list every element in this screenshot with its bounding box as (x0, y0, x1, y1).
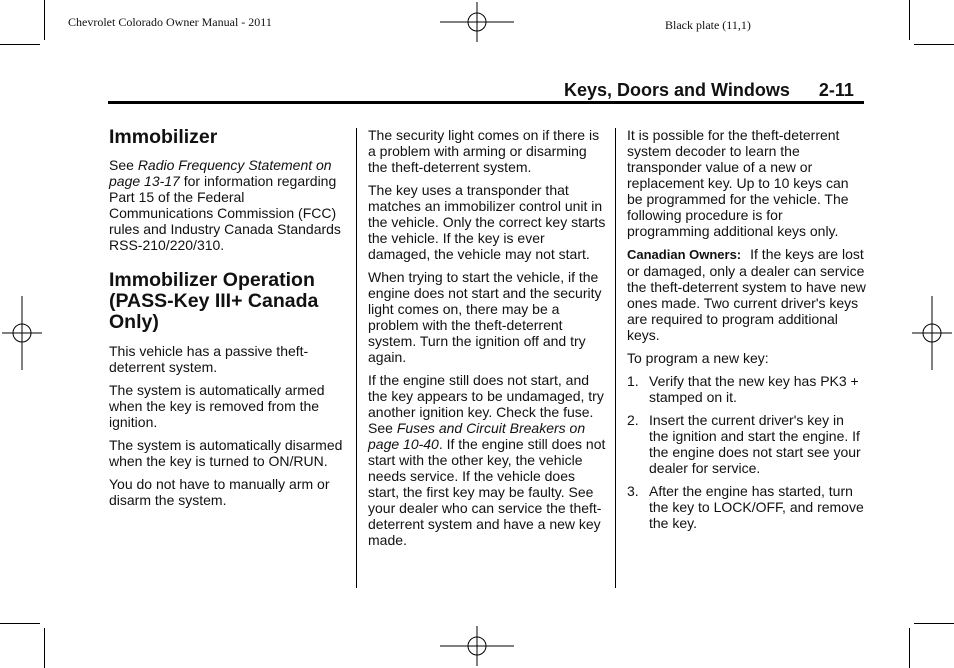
column-1 (109, 127, 349, 515)
step-text: Insert the current driver's key in the ignition and start the engine. If the engine does not start see your dealer for service. (649, 412, 861, 476)
running-head (564, 80, 854, 101)
registration-mark-right (912, 296, 952, 370)
paragraph: The security light comes on if there is a problem with arming or disarming the theft-deterrent system. (368, 127, 600, 175)
paragraph: When trying to start the vehicle, if the engine does not start and the security light comes on, there may be a problem with the theft-deterrent system. Turn the ignition off and try again. (368, 269, 602, 365)
page-number: 2-11 (818, 80, 854, 100)
paragraph: You do not have to manually arm or disarm the system. (109, 476, 330, 508)
paragraph: It is possible for the theft-deterrent system decoder to learn the transponder value of a new or replacement key. Up to 10 keys can be programmed for the vehicle. The following procedure is for programming additional keys only. (627, 127, 849, 239)
list-item (627, 483, 867, 531)
text: If the engine still does not start, and the key appears to be undamaged, try another ignition key. Check the fuse. See (368, 372, 604, 436)
paragraph: This vehicle has a passive theft-deterrent system. (109, 343, 309, 375)
step-text: Verify that the new key has PK3 + stamped on it. (649, 373, 859, 405)
paragraph (368, 372, 608, 548)
crop-mark (914, 44, 954, 45)
procedure-steps (627, 373, 867, 531)
column-3 (627, 127, 867, 538)
step-number: 2. (627, 412, 639, 428)
column-divider (615, 128, 616, 588)
paragraph: To program a new key: (627, 350, 769, 366)
header-manual-title: Chevrolet Colorado Owner Manual - 2011 (68, 15, 272, 29)
paragraph (109, 157, 349, 253)
registration-mark-bottom (440, 626, 514, 666)
crop-mark (0, 44, 40, 45)
registration-mark-top (440, 2, 514, 42)
column-2 (368, 127, 608, 555)
crop-mark (909, 628, 910, 668)
canadian-owners-label: Canadian Owners: (627, 247, 742, 262)
step-number: 3. (627, 483, 639, 499)
crop-mark (0, 623, 40, 624)
cross-reference-link[interactable]: Fuses and Circuit Breakers on page 10-40 (368, 420, 586, 452)
text: for information regarding Part 15 of the Federal Communications Commission (FCC) rules and Industry Canada Standards RSS-210/220/310. (109, 173, 341, 253)
list-item (627, 412, 867, 476)
registration-mark-left (2, 296, 42, 370)
section-title: Keys, Doors and Windows (564, 80, 790, 100)
paragraph (627, 246, 867, 343)
paragraph: The key uses a transponder that matches an immobilizer control unit in the vehicle. Only the correct key starts the vehicle. If the key is ever damaged, the vehicle may not start. (368, 182, 606, 262)
step-number: 1. (627, 373, 639, 389)
list-item (627, 373, 867, 405)
column-divider (356, 128, 357, 588)
step-text: After the engine has started, turn the key to LOCK/OFF, and remove the key. (649, 483, 864, 531)
text: If the keys are lost or damaged, only a dealer can service the theft-deterrent system to have new ones made. Two current driver's keys are required to program additional keys. (627, 246, 866, 343)
text: . If the engine still does not start with the other key, the vehicle needs service. If the vehicle does start, the first key may be faulty. See your dealer who can service the theft-deterrent system and have a new key made. (368, 436, 606, 548)
heading-immobilizer-operation: Immobilizer Operation (PASS-Key III+ Canada Only) (109, 269, 319, 333)
header-plate-info: Black plate (11,1) (665, 18, 751, 32)
paragraph: The system is automatically armed when the key is removed from the ignition. (109, 382, 325, 430)
cross-reference-link[interactable]: Radio Frequency Statement on page 13-17 (109, 157, 332, 189)
crop-mark (44, 628, 45, 668)
paragraph: The system is automatically disarmed when the key is turned to ON/RUN. (109, 437, 343, 469)
heading-immobilizer: Immobilizer (109, 126, 218, 148)
crop-mark (909, 0, 910, 40)
crop-mark (44, 0, 45, 40)
header-rule (108, 101, 864, 104)
text: See (109, 157, 138, 173)
crop-mark (914, 623, 954, 624)
